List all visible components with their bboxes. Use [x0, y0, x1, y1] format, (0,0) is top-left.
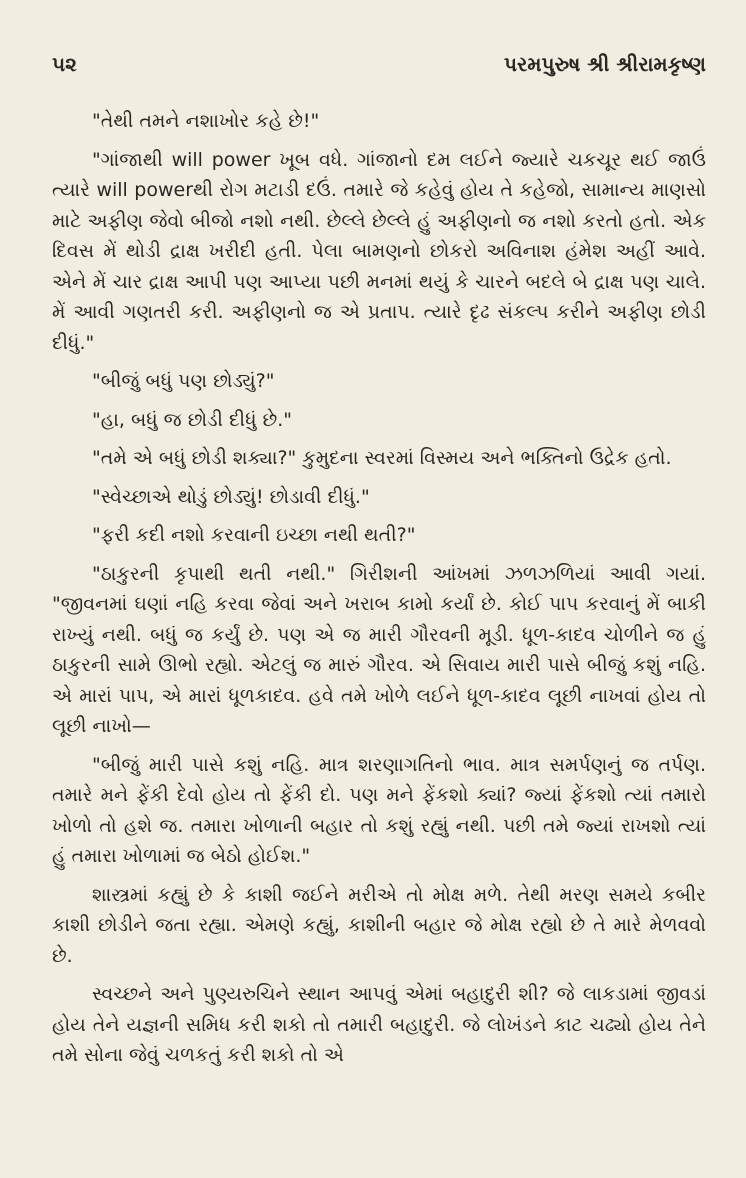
paragraph-bravery: સ્વચ્છને અને પુણ્યરુચિને સ્થાન આપવું એમાં બહાદુરી શી? જે લાકડામાં જીવડાં હોય તેને યજ્ઞની સમિધ કરી શકો તો તમારી બહાદુરી. જે લોખંડને કાટ ચઢ્યો હોય તેને તમે સોના જેવું ચળકતું કરી શકો તો એ [52, 983, 706, 1066]
paragraph-kumud: "તમે એ બધું છોડી શક્યા?" કુમુદના સ્વરમાં વિસ્મય અને ભક્તિનો ઉદ્રેક હતો. [92, 447, 672, 469]
paragraph-quote-1: "તેથી તમને નશાખોર કહે છે!" [92, 110, 320, 132]
paragraph-answer-1: "હા, બધું જ છોડી દીધું છે." [92, 408, 292, 431]
paragraph-kashi: શાસ્ત્રમાં કહ્યું છે કે કાશી જઈને મરીએ તો મોક્ષ મળે. તેથી મરણ સમયે કબીર કાશી છોડીને જતા રહ્યા. એમણે કહ્યું, કાશીની બહાર જે મોક્ષ રહ્યો છે તે મારે મેળવવો છે. [52, 883, 706, 967]
page-number: ૫૨ [52, 52, 77, 76]
paragraph-surrender: "બીજું મારી પાસે કશું નહિ. માત્ર શરણાગતિનો ભાવ. માત્ર સમર્પણનું જ તર્પણ. તમારે મને ફેંકી દેવો હોય તો ફેંકી દો. પણ મને ફેંકશો ક્યાં? જ્યાં ફેંકશો ત્યાં તમારો ખોળો તો હશે જ. તમારા ખોળાની બહાર તો કશું રહ્યું નથી. પછી તમે જ્યાં રાખશો ત્યાં હું તમારા ખોળામાં જ બેઠો હોઈશ." [52, 753, 706, 867]
paragraph-ganja: "ગાંજાથી will power ખૂબ વધે. ગાંજાનો દમ લઈને જ્યારે ચકચૂર થઈ જાઉં ત્યારે will powerથી રોગ મટાડી દઉં. તમારે જે કહેવું હોય તે કહેજો, સામાન્ય માણસો માટે અફીણ જેવો બીજો નશો નથી. છેલ્લે છેલ્લે હું અફીણનો જ નશો કરતો હતો. એક દિવસ મેં થોડી દ્રાક્ષ ખરીદી હતી. પેલા બામણનો છોકરો અવિનાશ હંમેશ અહીં આવે. એને મેં ચાર દ્રાક્ષ આપી પણ આપ્યા પછી મનમાં થયું કે ચારને બદલે બે દ્રાક્ષ પણ ચાલે. મેં આવી ગણતરી કરી. અફીણનો જ એ પ્રતાપ. ત્યારે દૃઢ સંકલ્પ કરીને અફીણ છોડી દીધું." [52, 148, 706, 354]
body-text [52, 106, 706, 1079]
paragraph-girish: "ઠાકુરની કૃપાથી થતી નથી." ગિરીશની આંખમાં ઝળઝળિયાં આવી ગયાં. "જીવનમાં ઘણાં નહિ કરવા જેવાં અને ખરાબ કામો કર્યાં છે. કોઈ પાપ કરવાનું મેં બાકી રાખ્યું નથી. બધું જ કર્યું છે. પણ એ જ મારી ગૌરવની મૂડી. ધૂળ-કાદવ ચોળીને જ હું ઠાકુરની સામે ઊભો રહ્યો. એટલું જ મારું ગૌરવ. એ સિવાય મારી પાસે બીજું કશું નહિ. એ મારાં પાપ, એ મારાં ધૂળકાદવ. હવે તમે ખોળે લઈને ધૂળ-કાદવ લૂછી નાખવાં હોય તો લૂછી નાખો— [52, 562, 706, 737]
paragraph-question-1: "બીજું બધું પણ છોડ્યું?" [92, 370, 275, 392]
paragraph-answer-2: "સ્વેચ્છાએ થોડું છોડ્યું! છોડાવી દીધું." [92, 485, 370, 508]
running-head: પરમપુરુષ શ્રી શ્રીરામકૃષ્ણ [504, 52, 706, 76]
paragraph-question-2: "ફરી કદી નશો કરવાની ઇચ્છા નથી થતી?" [92, 524, 416, 546]
page-header [52, 52, 706, 82]
